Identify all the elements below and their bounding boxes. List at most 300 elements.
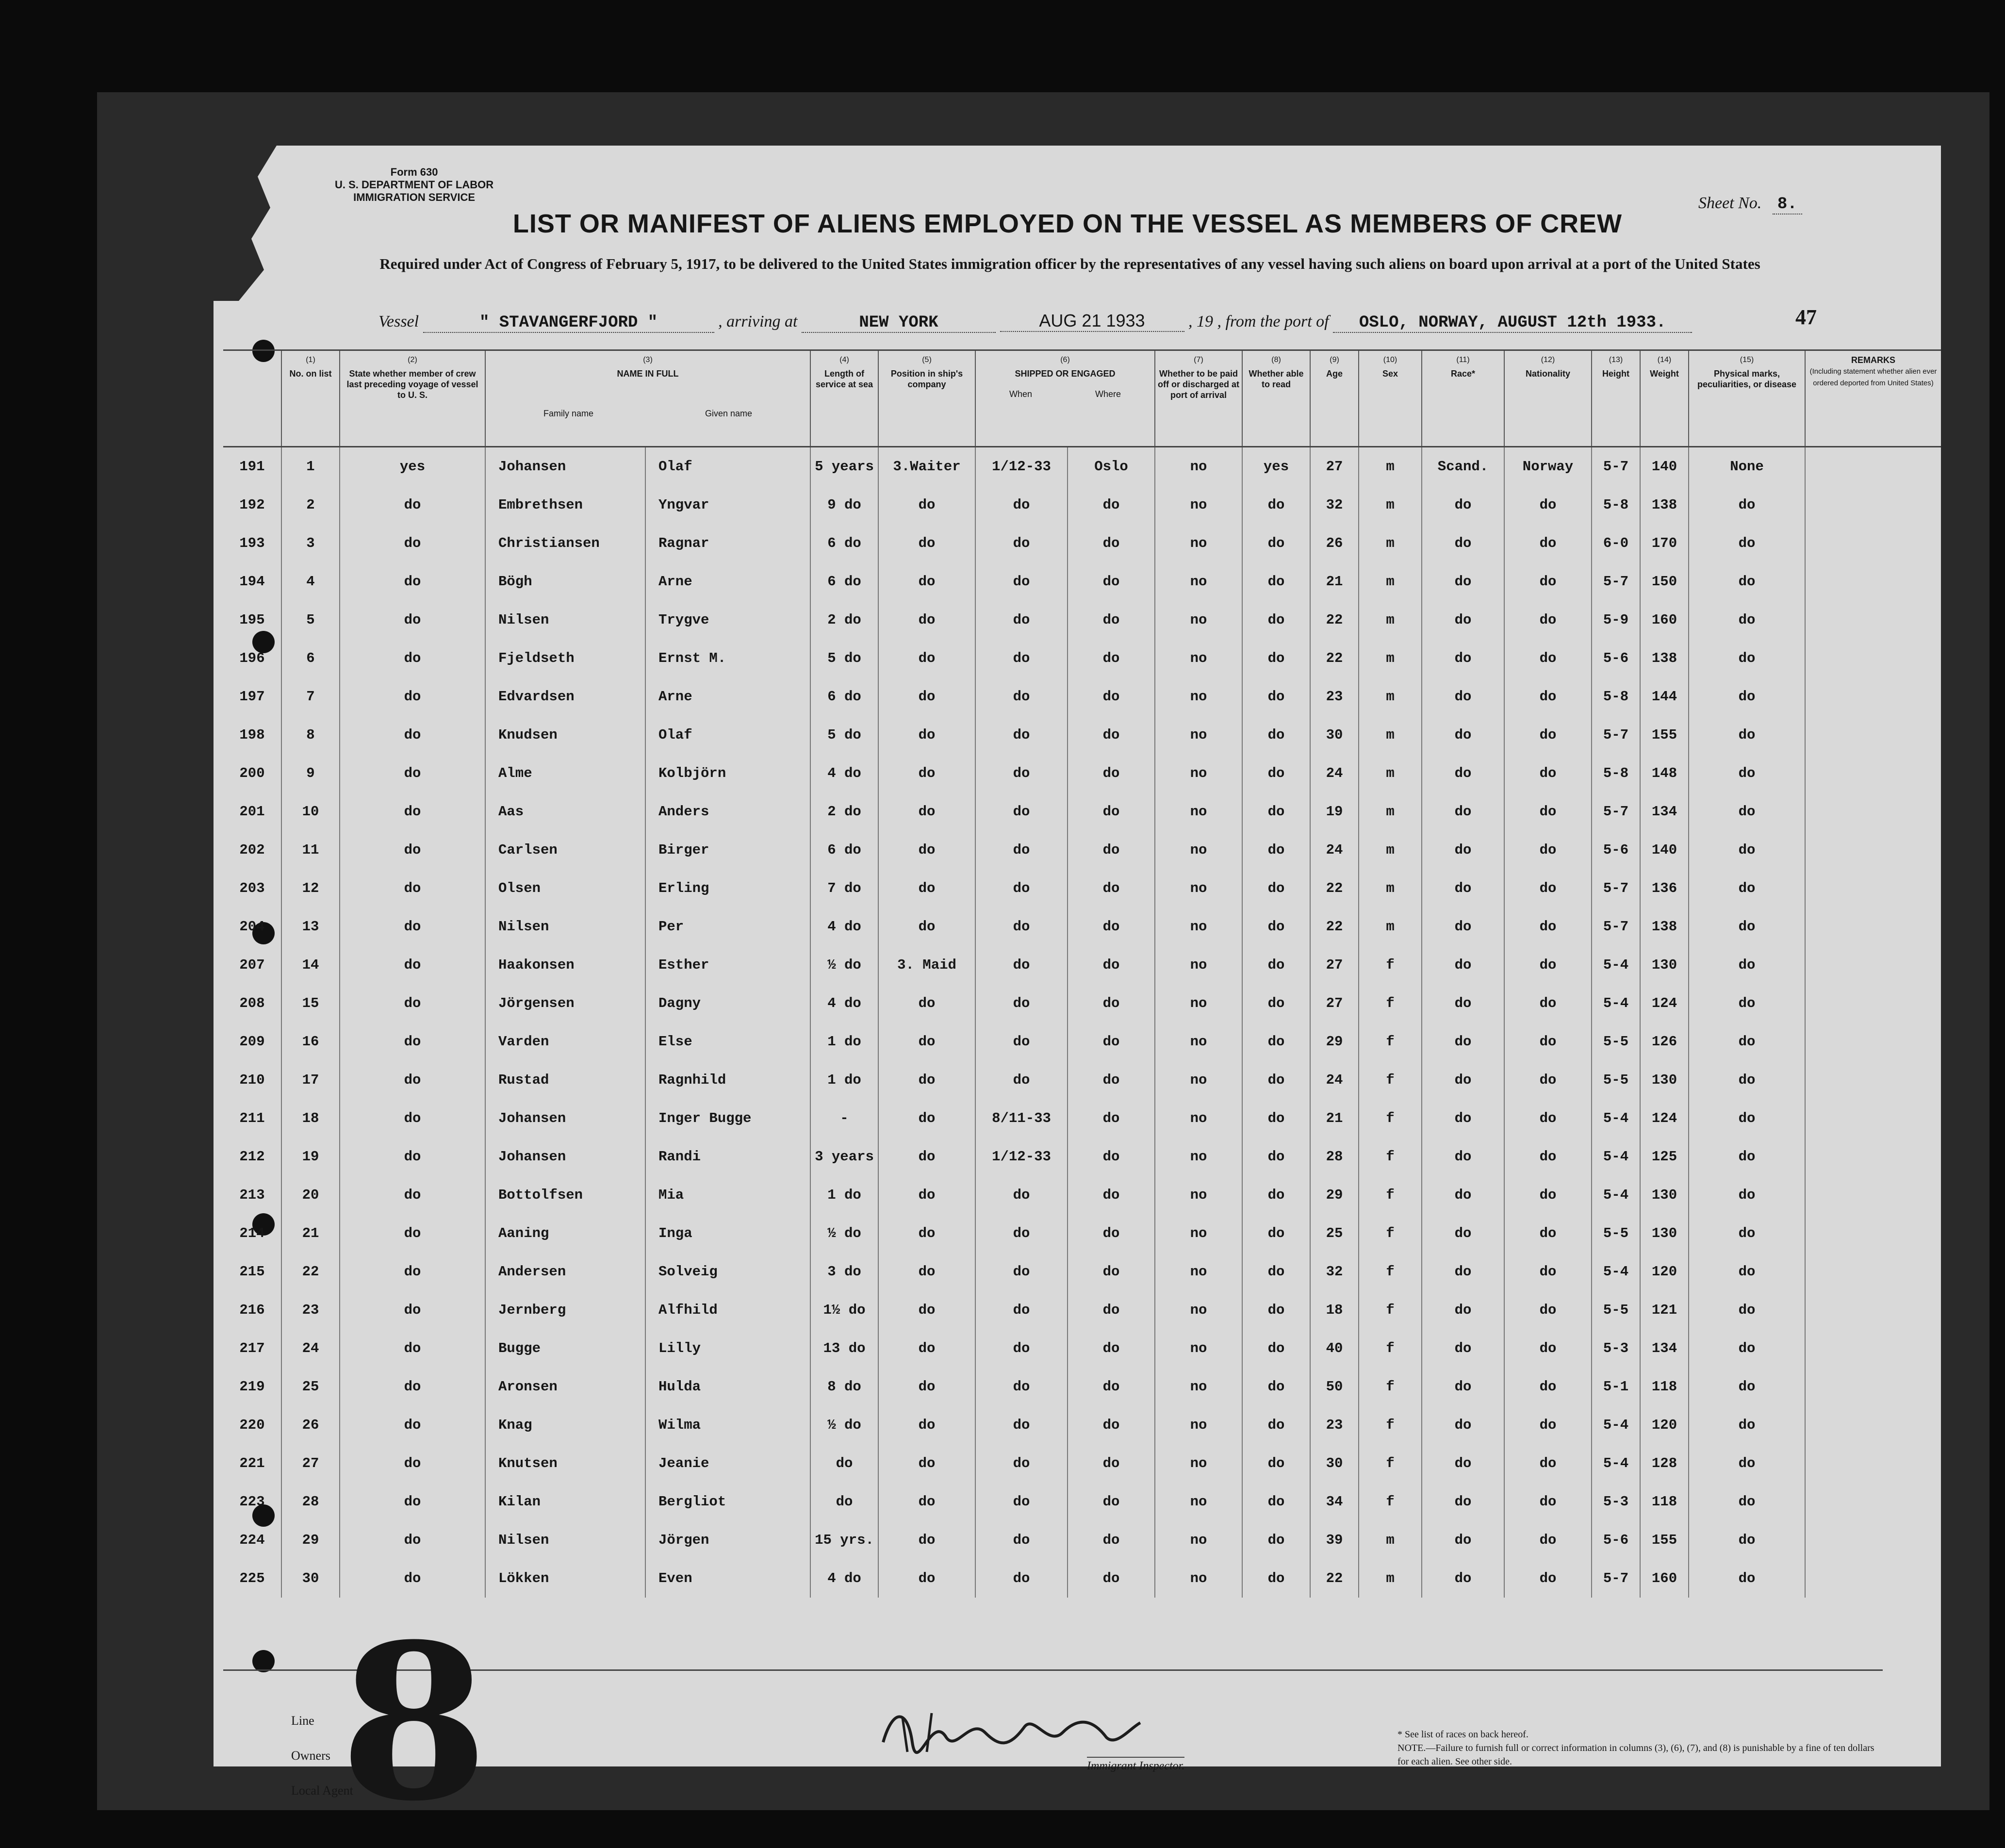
sex-cell: m [1359,639,1422,677]
remarks-cell [1805,1291,1941,1329]
age-cell: 18 [1310,1291,1359,1329]
shipped-when-cell: do [975,1368,1068,1406]
paid-off-cell: no [1155,639,1242,677]
able-to-read-cell: do [1242,1253,1310,1291]
given-name-cell: Inger Bugge [645,1099,810,1138]
family-name-cell: Fjeldseth [485,639,645,677]
sheet-number-value: 8. [1773,195,1802,214]
family-name-cell: Andersen [485,1253,645,1291]
physical-marks-cell: do [1689,524,1805,562]
shipped-when-cell: do [975,1023,1068,1061]
inspector-signature [873,1699,1145,1762]
able-to-read-cell: do [1242,1483,1310,1521]
list-number-cell: 22 [281,1253,340,1291]
shipped-when-cell: do [975,1253,1068,1291]
col-9-header [1310,350,1359,447]
table-row [223,1368,1941,1406]
weight-cell: 155 [1640,716,1689,754]
table-row [223,524,1941,562]
shipped-where-cell: do [1068,1406,1155,1444]
table-row [223,1138,1941,1176]
sex-cell: m [1359,754,1422,792]
length-of-service-cell: 6 do [810,524,878,562]
serial-number-cell: 200 [239,765,265,781]
given-name-cell: Birger [645,831,810,869]
race-cell: do [1422,1329,1504,1368]
physical-marks-cell: do [1689,831,1805,869]
weight-cell: 148 [1640,754,1689,792]
arriving-label: , arriving at [718,313,798,330]
weight-cell: 130 [1640,1214,1689,1253]
weight-cell: 125 [1640,1138,1689,1176]
given-name-cell: Jörgen [645,1521,810,1559]
sex-cell: f [1359,1214,1422,1253]
shipped-when-cell: do [975,831,1068,869]
race-cell: do [1422,1444,1504,1483]
nationality-cell: do [1504,908,1592,946]
shipped-where-cell: do [1068,1291,1155,1329]
nationality-cell: do [1504,601,1592,639]
list-number-cell: 1 [281,447,340,486]
serial-number-cell: 224 [239,1532,265,1548]
col-15-number: (15) [1740,356,1754,364]
arriving-port: NEW YORK [802,314,996,333]
position-cell: do [878,1138,975,1176]
table-row [223,869,1941,908]
physical-marks-cell: do [1689,1176,1805,1214]
family-name-cell: Knag [485,1406,645,1444]
family-name-cell: Embrethsen [485,486,645,524]
given-name-label: Given name [705,409,753,418]
nationality-cell: do [1504,486,1592,524]
shipped-where-cell: do [1068,792,1155,831]
given-name-cell: Randi [645,1138,810,1176]
col-10-number: (10) [1383,356,1397,364]
given-name-cell: Wilma [645,1406,810,1444]
height-cell: 5-8 [1592,754,1640,792]
col-4-label: Length of service at sea [815,369,873,389]
list-number-cell: 14 [281,946,340,984]
length-of-service-cell: 5 years [810,447,878,486]
position-cell: do [878,984,975,1023]
weight-cell: 160 [1640,1559,1689,1598]
weight-cell: 130 [1640,1176,1689,1214]
able-to-read-cell: do [1242,562,1310,601]
serial-number-cell: 214 [239,1225,265,1241]
list-number-cell: 10 [281,792,340,831]
serial-number-cell: 221 [239,1455,265,1471]
table-row [223,754,1941,792]
col-2-number: (2) [408,356,417,364]
position-cell: do [878,754,975,792]
weight-cell: 120 [1640,1406,1689,1444]
table-row [223,562,1941,601]
remarks-cell [1805,1521,1941,1559]
shipped-when-cell: do [975,716,1068,754]
previous-voyage-cell: do [340,984,485,1023]
given-name-cell: Ragnhild [645,1061,810,1099]
inspector-label: Immigrant Inspector. [1087,1757,1184,1773]
footer-label-owners: Owners [291,1749,330,1763]
previous-voyage-cell: do [340,639,485,677]
shipped-when-cell: do [975,1176,1068,1214]
shipped-where-cell: do [1068,984,1155,1023]
nationality-cell: do [1504,1099,1592,1138]
weight-cell: 136 [1640,869,1689,908]
nationality-cell: do [1504,1176,1592,1214]
weight-cell: 130 [1640,1061,1689,1099]
family-name-label: Family name [543,409,593,418]
list-number-cell: 23 [281,1291,340,1329]
physical-marks-cell: do [1689,908,1805,946]
position-cell: 3. Maid [878,946,975,984]
shipped-where-cell: do [1068,869,1155,908]
remarks-cell [1805,677,1941,716]
previous-voyage-cell: do [340,1291,485,1329]
given-name-cell: Kolbjörn [645,754,810,792]
able-to-read-cell: do [1242,1099,1310,1138]
race-cell: do [1422,946,1504,984]
age-cell: 30 [1310,1444,1359,1483]
given-name-cell: Hulda [645,1368,810,1406]
col-11-number: (11) [1456,356,1470,364]
col-1-header [281,350,340,447]
sheet-number-field [1698,194,1802,214]
position-cell: do [878,831,975,869]
position-cell: do [878,1483,975,1521]
col-2-label: State whether member of crew last preceding voyage of vessel to U. S. [346,369,478,400]
previous-voyage-cell: do [340,754,485,792]
race-cell: do [1422,869,1504,908]
age-cell: 21 [1310,562,1359,601]
able-to-read-cell: yes [1242,447,1310,486]
given-name-cell: Ragnar [645,524,810,562]
paid-off-cell: no [1155,1176,1242,1214]
given-name-cell: Else [645,1023,810,1061]
weight-cell: 124 [1640,984,1689,1023]
family-name-cell: Lökken [485,1559,645,1598]
nationality-cell: Norway [1504,447,1592,486]
col-3-label: NAME IN FULL [617,369,679,379]
nationality-cell: do [1504,1061,1592,1099]
length-of-service-cell: 4 do [810,908,878,946]
list-number-cell: 30 [281,1559,340,1598]
nationality-cell: do [1504,1291,1592,1329]
physical-marks-cell: do [1689,716,1805,754]
race-cell: do [1422,984,1504,1023]
family-name-cell: Bögh [485,562,645,601]
shipped-when-cell: 8/11-33 [975,1099,1068,1138]
serial-header [223,350,281,447]
list-number-cell: 7 [281,677,340,716]
footer-label-line: Line [291,1714,314,1728]
race-cell: do [1422,1406,1504,1444]
length-of-service-cell: 13 do [810,1329,878,1368]
family-name-cell: Bottolfsen [485,1176,645,1214]
race-cell: do [1422,1099,1504,1138]
height-cell: 5-7 [1592,792,1640,831]
shipped-where-cell: do [1068,1483,1155,1521]
length-of-service-cell: 8 do [810,1368,878,1406]
previous-voyage-cell: do [340,1176,485,1214]
position-cell: do [878,524,975,562]
form-number: Form 630 [390,166,438,178]
nationality-cell: do [1504,984,1592,1023]
given-name-cell: Esther [645,946,810,984]
age-cell: 24 [1310,1061,1359,1099]
list-number-cell: 17 [281,1061,340,1099]
shipped-when-cell: do [975,1483,1068,1521]
physical-marks-cell: do [1689,1559,1805,1598]
height-cell: 5-9 [1592,601,1640,639]
age-cell: 21 [1310,1099,1359,1138]
height-cell: 5-4 [1592,946,1640,984]
able-to-read-cell: do [1242,946,1310,984]
able-to-read-cell: do [1242,1061,1310,1099]
shipped-where-cell: do [1068,639,1155,677]
able-to-read-cell: do [1242,754,1310,792]
serial-number-cell: 207 [239,957,265,973]
previous-voyage-cell: do [340,1559,485,1598]
able-to-read-cell: do [1242,1023,1310,1061]
shipped-when-cell: 1/12-33 [975,447,1068,486]
sex-cell: m [1359,486,1422,524]
physical-marks-cell: do [1689,1253,1805,1291]
sex-cell: f [1359,1368,1422,1406]
age-cell: 27 [1310,984,1359,1023]
remarks-cell [1805,1099,1941,1138]
paid-off-cell: no [1155,754,1242,792]
position-cell: do [878,486,975,524]
sex-cell: m [1359,677,1422,716]
shipped-where-cell: do [1068,524,1155,562]
nationality-cell: do [1504,1253,1592,1291]
length-of-service-cell: ½ do [810,1214,878,1253]
list-number-cell: 18 [281,1099,340,1138]
given-name-cell: Jeanie [645,1444,810,1483]
sex-cell: f [1359,1329,1422,1368]
position-cell: do [878,1176,975,1214]
given-name-cell: Ernst M. [645,639,810,677]
race-cell: do [1422,524,1504,562]
shipped-when-cell: do [975,1214,1068,1253]
sex-cell: m [1359,601,1422,639]
shipped-where-cell: do [1068,1099,1155,1138]
remarks-label: REMARKS [1851,355,1896,365]
previous-voyage-cell: do [340,1368,485,1406]
col-5-header [878,350,975,447]
position-cell: do [878,1061,975,1099]
shipped-when-cell: do [975,639,1068,677]
race-cell: do [1422,1023,1504,1061]
weight-cell: 124 [1640,1099,1689,1138]
length-of-service-cell: - [810,1099,878,1138]
physical-marks-cell: do [1689,1444,1805,1483]
able-to-read-cell: do [1242,1406,1310,1444]
remarks-cell [1805,716,1941,754]
physical-marks-cell: do [1689,639,1805,677]
position-cell: do [878,1099,975,1138]
weight-cell: 140 [1640,447,1689,486]
shipped-where-cell: do [1068,1329,1155,1368]
height-cell: 5-5 [1592,1291,1640,1329]
able-to-read-cell: do [1242,1521,1310,1559]
paid-off-cell: no [1155,908,1242,946]
age-cell: 22 [1310,1559,1359,1598]
shipped-when-cell: do [975,1521,1068,1559]
nationality-cell: do [1504,1444,1592,1483]
col-13-header [1592,350,1640,447]
family-name-cell: Knutsen [485,1444,645,1483]
nationality-cell: do [1504,754,1592,792]
col-6-header [975,350,1155,447]
able-to-read-cell: do [1242,639,1310,677]
height-cell: 5-4 [1592,1406,1640,1444]
sex-cell: m [1359,524,1422,562]
remarks-cell [1805,792,1941,831]
paid-off-cell: no [1155,946,1242,984]
previous-voyage-cell: do [340,1214,485,1253]
shipped-where-cell: do [1068,1023,1155,1061]
race-cell: do [1422,1176,1504,1214]
shipped-when-cell: do [975,1559,1068,1598]
able-to-read-cell: do [1242,677,1310,716]
given-name-cell: Trygve [645,601,810,639]
nationality-cell: do [1504,677,1592,716]
shipped-when-cell: do [975,792,1068,831]
col-8-header [1242,350,1310,447]
nationality-cell: do [1504,1023,1592,1061]
age-cell: 22 [1310,869,1359,908]
vessel-name: " STAVANGERFJORD " [423,314,714,333]
able-to-read-cell: do [1242,716,1310,754]
physical-marks-cell: do [1689,984,1805,1023]
sex-cell: m [1359,869,1422,908]
physical-marks-cell: do [1689,1329,1805,1368]
race-cell: do [1422,754,1504,792]
family-name-cell: Alme [485,754,645,792]
physical-marks-cell: do [1689,1099,1805,1138]
length-of-service-cell: 3 do [810,1253,878,1291]
nationality-cell: do [1504,562,1592,601]
col-11-label: Race* [1450,369,1476,379]
shipped-where-cell: do [1068,562,1155,601]
length-of-service-cell: 4 do [810,754,878,792]
table-row [223,1176,1941,1214]
list-number-cell: 24 [281,1329,340,1368]
sex-cell: m [1359,831,1422,869]
serial-number-cell: 223 [239,1494,265,1510]
race-cell: do [1422,1291,1504,1329]
position-cell: do [878,792,975,831]
previous-voyage-cell: do [340,524,485,562]
able-to-read-cell: do [1242,1368,1310,1406]
paid-off-cell: no [1155,1253,1242,1291]
page-number: 47 [1795,305,1817,329]
physical-marks-cell: do [1689,792,1805,831]
nationality-cell: do [1504,1483,1592,1521]
race-cell: do [1422,792,1504,831]
position-cell: do [878,601,975,639]
length-of-service-cell: 4 do [810,984,878,1023]
nationality-cell: do [1504,1138,1592,1176]
col-6-label: SHIPPED OR ENGAGED [1015,369,1116,379]
family-name-cell: Bugge [485,1329,645,1368]
list-number-cell: 6 [281,639,340,677]
remarks-cell [1805,1406,1941,1444]
paid-off-cell: no [1155,447,1242,486]
weight-cell: 138 [1640,908,1689,946]
shipped-where-cell: do [1068,1559,1155,1598]
list-number-cell: 19 [281,1138,340,1176]
table-body [223,447,1941,1598]
col-8-number: (8) [1271,356,1281,364]
col-12-label: Nationality [1526,369,1571,379]
weight-cell: 138 [1640,639,1689,677]
race-cell: Scand. [1422,447,1504,486]
paid-off-cell: no [1155,1368,1242,1406]
able-to-read-cell: do [1242,601,1310,639]
table-row [223,1061,1941,1099]
previous-voyage-cell: do [340,869,485,908]
age-cell: 23 [1310,1406,1359,1444]
family-name-cell: Rustad [485,1061,645,1099]
table-row [223,1483,1941,1521]
race-cell: do [1422,908,1504,946]
shipped-when-cell: do [975,677,1068,716]
race-cell: do [1422,1138,1504,1176]
able-to-read-cell: do [1242,1329,1310,1368]
list-number-cell: 11 [281,831,340,869]
remarks-cell [1805,1138,1941,1176]
sex-cell: f [1359,1406,1422,1444]
family-name-cell: Jernberg [485,1291,645,1329]
paid-off-cell: no [1155,831,1242,869]
paid-off-cell: no [1155,1483,1242,1521]
sex-cell: f [1359,1483,1422,1521]
given-name-cell: Inga [645,1214,810,1253]
position-cell: do [878,1023,975,1061]
height-cell: 5-7 [1592,562,1640,601]
position-cell: do [878,1329,975,1368]
serial-number-cell: 196 [239,650,265,666]
weight-cell: 160 [1640,601,1689,639]
family-name-cell: Knudsen [485,716,645,754]
serial-number-cell: 213 [239,1187,265,1203]
race-cell: do [1422,831,1504,869]
family-name-cell: Carlsen [485,831,645,869]
age-cell: 30 [1310,716,1359,754]
race-cell: do [1422,677,1504,716]
weight-cell: 140 [1640,831,1689,869]
family-name-cell: Kilan [485,1483,645,1521]
age-cell: 50 [1310,1368,1359,1406]
previous-voyage-cell: do [340,1138,485,1176]
shipped-when-cell: do [975,562,1068,601]
physical-marks-cell: do [1689,869,1805,908]
paid-off-cell: no [1155,1444,1242,1483]
nationality-cell: do [1504,831,1592,869]
remarks-cell [1805,1176,1941,1214]
where-label: Where [1095,389,1121,399]
previous-voyage-cell: do [340,1406,485,1444]
physical-marks-cell: do [1689,486,1805,524]
sex-cell: f [1359,984,1422,1023]
serial-number-cell: 192 [239,497,265,513]
age-cell: 25 [1310,1214,1359,1253]
col-5-label: Position in ship's company [890,369,963,389]
list-number-cell: 28 [281,1483,340,1521]
